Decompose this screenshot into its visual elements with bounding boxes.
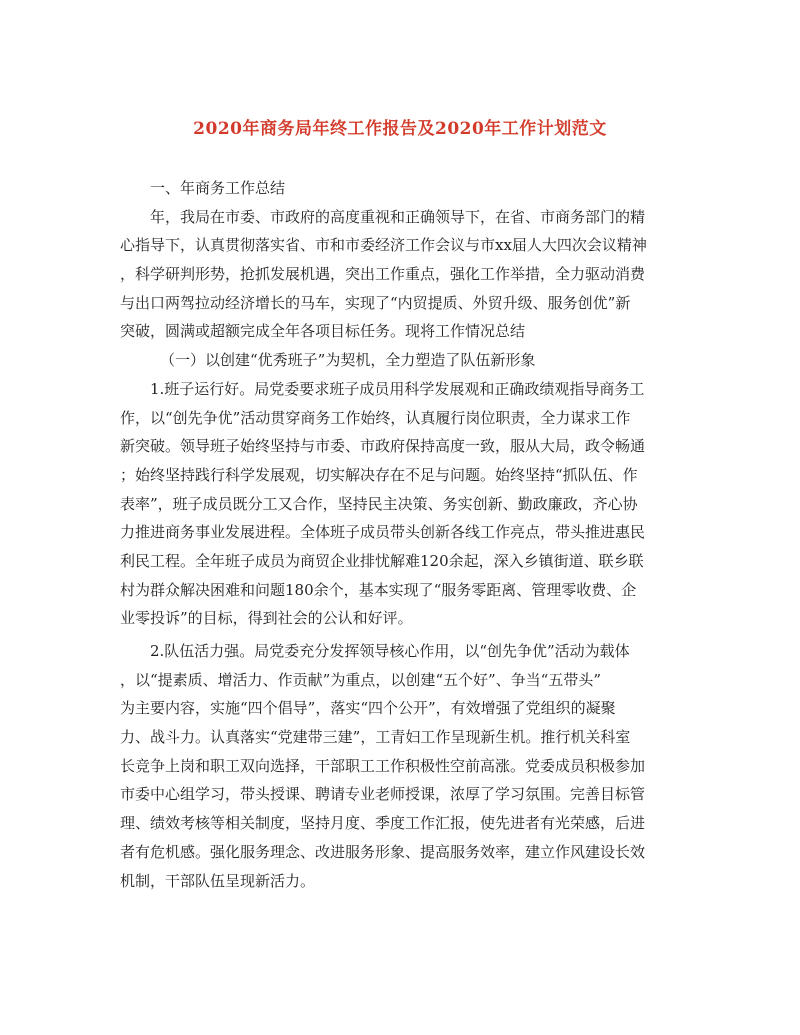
paragraph-line: 村为群众解决困难和问题180余个，基本实现了“服务零距离、管理零收费、企 (120, 580, 637, 599)
paragraph-line: ，以“提素质、增活力、作贡献”为重点，以创建“五个好”、争当“五带头” (120, 670, 602, 689)
document-title: 2020年商务局年终工作报告及2020年工作计划范文 (193, 119, 607, 139)
paragraph-line: 力推进商务事业发展进程。全体班子成员带头创新各线工作亮点，带头推进惠民 (120, 523, 646, 542)
paragraph-line: 力、战斗力。认真落实“党建带三建”，工青妇工作呈现新生机。推行机关科室 (120, 728, 631, 747)
paragraph-line: 心指导下，认真贯彻落实省、市和市委经济工作会议与市xx届人大四次会议精神 (120, 236, 647, 255)
paragraph-line: 1.班子运行好。局党委要求班子成员用科学发展观和正确政绩观指导商务工 (150, 379, 645, 398)
paragraph-line: 理、绩效考核等相关制度，坚持月度、季度工作汇报，使先进者有光荣感，后进 (120, 814, 646, 833)
paragraph-line: 年，我局在市委、市政府的高度重视和正确领导下，在省、市商务部门的精 (150, 207, 646, 226)
subsection-heading: （一）以创建“优秀班子”为契机，全力塑造了队伍新形象 (160, 351, 536, 370)
paragraph-line: 作，以“创先争优”活动贯穿商务工作始终，认真履行岗位职责，全力谋求工作 (120, 408, 631, 427)
paragraph-line: 市委中心组学习，带头授课、聘请专业老师授课，浓厚了学习氛围。完善目标管 (120, 785, 646, 804)
document-body (120, 174, 680, 895)
paragraph-line: 利民工程。全年班子成员为商贸企业排忧解难120余起，深入乡镇街道、联乡联 (120, 551, 644, 570)
paragraph-line: 长竞争上岗和职工双向选择，干部职工工作积极性空前高涨。党委成员积极参加 (120, 756, 646, 775)
paragraph-line: ；始终坚持践行科学发展观，切实解决存在不足与问题。始终坚持“抓队伍、作 (120, 465, 638, 484)
section-heading: 一、年商务工作总结 (150, 179, 286, 197)
paragraph-line: 业零投诉”的目标，得到社会的公认和好评。 (120, 609, 413, 628)
paragraph-line: ，科学研判形势，抢抓发展机遇，突出工作重点，强化工作举措，全力驱动消费 (120, 265, 646, 284)
paragraph-line: 突破，圆满或超额完成全年各项目标任务。现将工作情况总结 (120, 322, 526, 341)
paragraph-line: 新突破。领导班子始终坚持与市委、市政府保持高度一致，服从大局，政令畅通 (120, 437, 646, 456)
paragraph-line: 2.队伍活力强。局党委充分发挥领导核心作用，以“创先争优”活动为载体 (150, 642, 630, 660)
paragraph-line: 者有危机感。强化服务理念、改进服务形象、提高服务效率，建立作风建设长效 (120, 842, 646, 861)
paragraph-line: 与出口两驾拉动经济增长的马车，实现了“内贸提质、外贸升级、服务创优”新 (120, 293, 631, 312)
paragraph-line: 表率”，班子成员既分工又合作，坚持民主决策、务实创新、勤政廉政，齐心协 (120, 494, 638, 513)
paragraph-line: 为主要内容，实施“四个倡导”，落实“四个公开”，有效增强了党组织的凝聚 (120, 699, 616, 718)
paragraph-line: 机制，干部队伍呈现新活力。 (120, 871, 316, 890)
